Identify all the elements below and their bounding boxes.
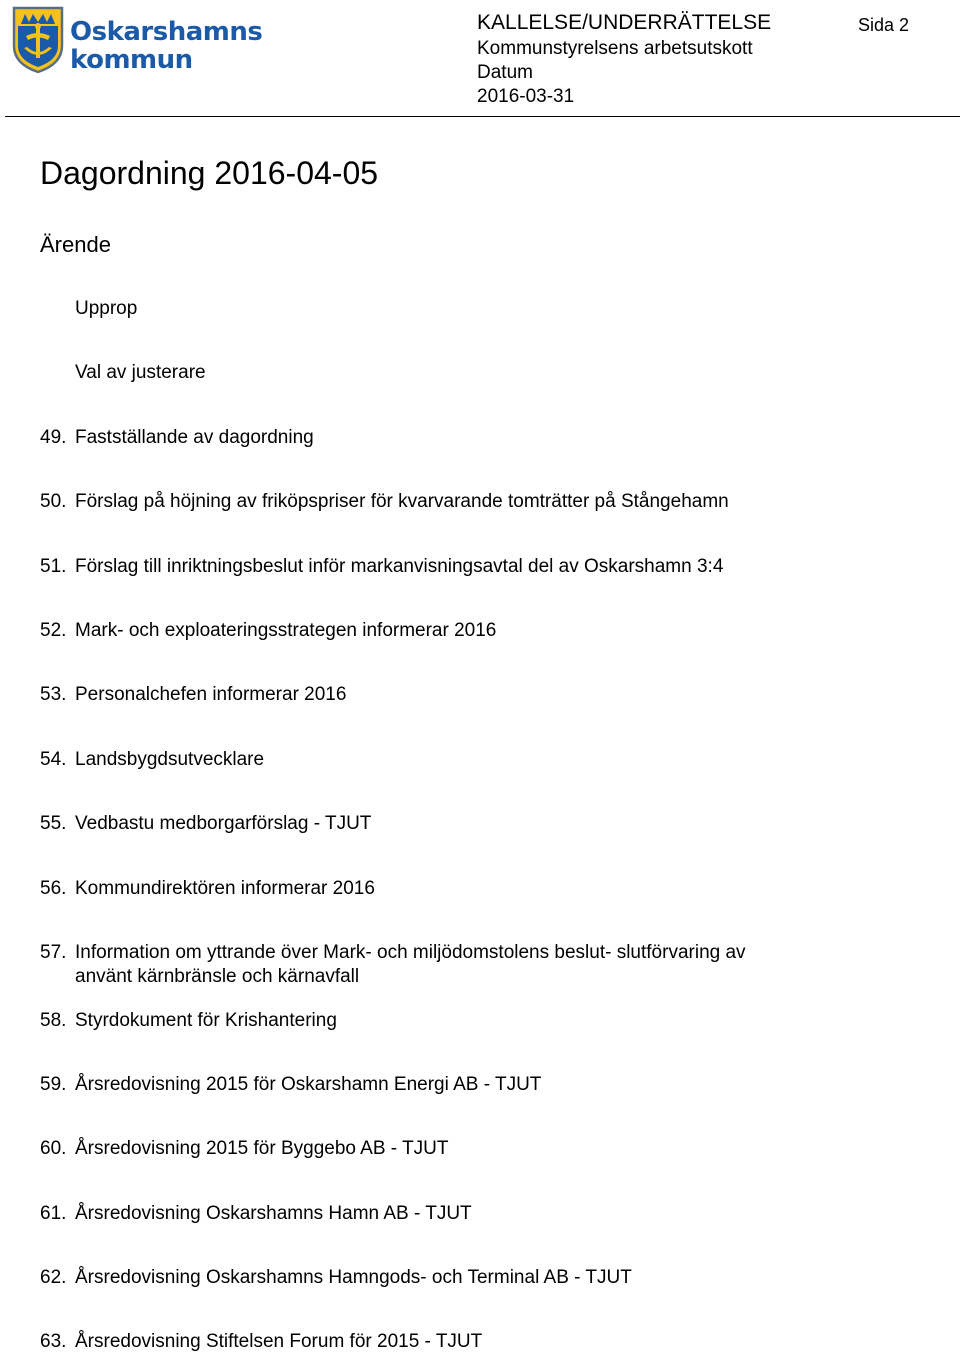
date-label: Datum bbox=[477, 62, 533, 83]
item-number: 51. bbox=[40, 556, 67, 577]
agenda-item bbox=[40, 748, 940, 772]
agenda-item bbox=[40, 426, 940, 450]
logo-name-line1: Oskarshamns bbox=[70, 17, 263, 47]
item-number: 57. bbox=[40, 942, 67, 963]
item-text: Val av justerare bbox=[75, 362, 206, 383]
item-number: 63. bbox=[40, 1331, 67, 1352]
item-text: Mark- och exploateringsstrategen informerar 2016 bbox=[75, 620, 497, 641]
agenda-item bbox=[40, 941, 940, 989]
committee-name: Kommunstyrelsens arbetsutskott bbox=[477, 38, 753, 59]
item-text: Landsbygdsutvecklare bbox=[75, 749, 265, 770]
item-number: 50. bbox=[40, 491, 67, 512]
item-number: 53. bbox=[40, 684, 67, 705]
agenda-item bbox=[40, 1137, 940, 1161]
item-number: 52. bbox=[40, 620, 67, 641]
agenda-item bbox=[40, 555, 940, 579]
item-text: Upprop bbox=[75, 298, 138, 319]
item-text: Fastställande av dagordning bbox=[75, 427, 314, 448]
section-heading: Ärende bbox=[40, 232, 111, 257]
item-number: 49. bbox=[40, 427, 67, 448]
agenda-item bbox=[40, 1073, 940, 1097]
agenda-item bbox=[40, 683, 940, 707]
item-text: Årsredovisning Stiftelsen Forum för 2015 - TJUT bbox=[75, 1331, 483, 1352]
coat-of-arms-icon bbox=[12, 6, 64, 74]
header-divider bbox=[5, 116, 960, 117]
agenda-title: Dagordning 2016-04-05 bbox=[40, 155, 379, 191]
item-number: 61. bbox=[40, 1203, 67, 1224]
item-number: 54. bbox=[40, 749, 67, 770]
item-text: Förslag till inriktningsbeslut inför markanvisningsavtal del av Oskarshamn 3:4 bbox=[75, 556, 724, 577]
item-number: 56. bbox=[40, 878, 67, 899]
page-number: Sida 2 bbox=[858, 15, 910, 35]
item-text: Styrdokument för Krishantering bbox=[75, 1010, 337, 1031]
agenda-item bbox=[40, 1266, 940, 1290]
item-text: Personalchefen informerar 2016 bbox=[75, 684, 347, 705]
logo-name-line2: kommun bbox=[70, 45, 193, 75]
item-text: Årsredovisning Oskarshamns Hamn AB - TJUT bbox=[75, 1203, 472, 1224]
item-text: Vedbastu medborgarförslag - TJUT bbox=[75, 813, 372, 834]
document-date: 2016-03-31 bbox=[477, 86, 575, 107]
item-text: Årsredovisning Oskarshamns Hamngods- och Terminal AB - TJUT bbox=[75, 1267, 632, 1288]
agenda-item bbox=[40, 1330, 940, 1354]
item-text: Årsredovisning 2015 för Byggebo AB - TJUT bbox=[75, 1138, 449, 1159]
item-number: 62. bbox=[40, 1267, 67, 1288]
agenda-item bbox=[40, 490, 940, 514]
municipality-logo bbox=[12, 6, 262, 76]
item-text: Förslag på höjning av friköpspriser för kvarvarande tomträtter på Stångehamn bbox=[75, 491, 729, 512]
agenda-item bbox=[40, 361, 940, 385]
item-number: 59. bbox=[40, 1074, 67, 1095]
agenda-item bbox=[40, 1202, 940, 1226]
agenda-item bbox=[40, 877, 940, 901]
item-number: 60. bbox=[40, 1138, 67, 1159]
agenda-item bbox=[40, 297, 940, 321]
document-type: KALLELSE/UNDERRÄTTELSE bbox=[477, 11, 772, 34]
item-number: 58. bbox=[40, 1010, 67, 1031]
item-text: Årsredovisning 2015 för Oskarshamn Energi AB - TJUT bbox=[75, 1074, 542, 1095]
agenda-item bbox=[40, 812, 940, 836]
item-number: 55. bbox=[40, 813, 67, 834]
agenda-item bbox=[40, 619, 940, 643]
item-text: Information om yttrande över Mark- och miljödomstolens beslut- slutförvaring av använt kärnbränsle och kärnavfall bbox=[75, 942, 746, 987]
item-text: Kommundirektören informerar 2016 bbox=[75, 878, 375, 899]
agenda-item bbox=[40, 1009, 940, 1033]
